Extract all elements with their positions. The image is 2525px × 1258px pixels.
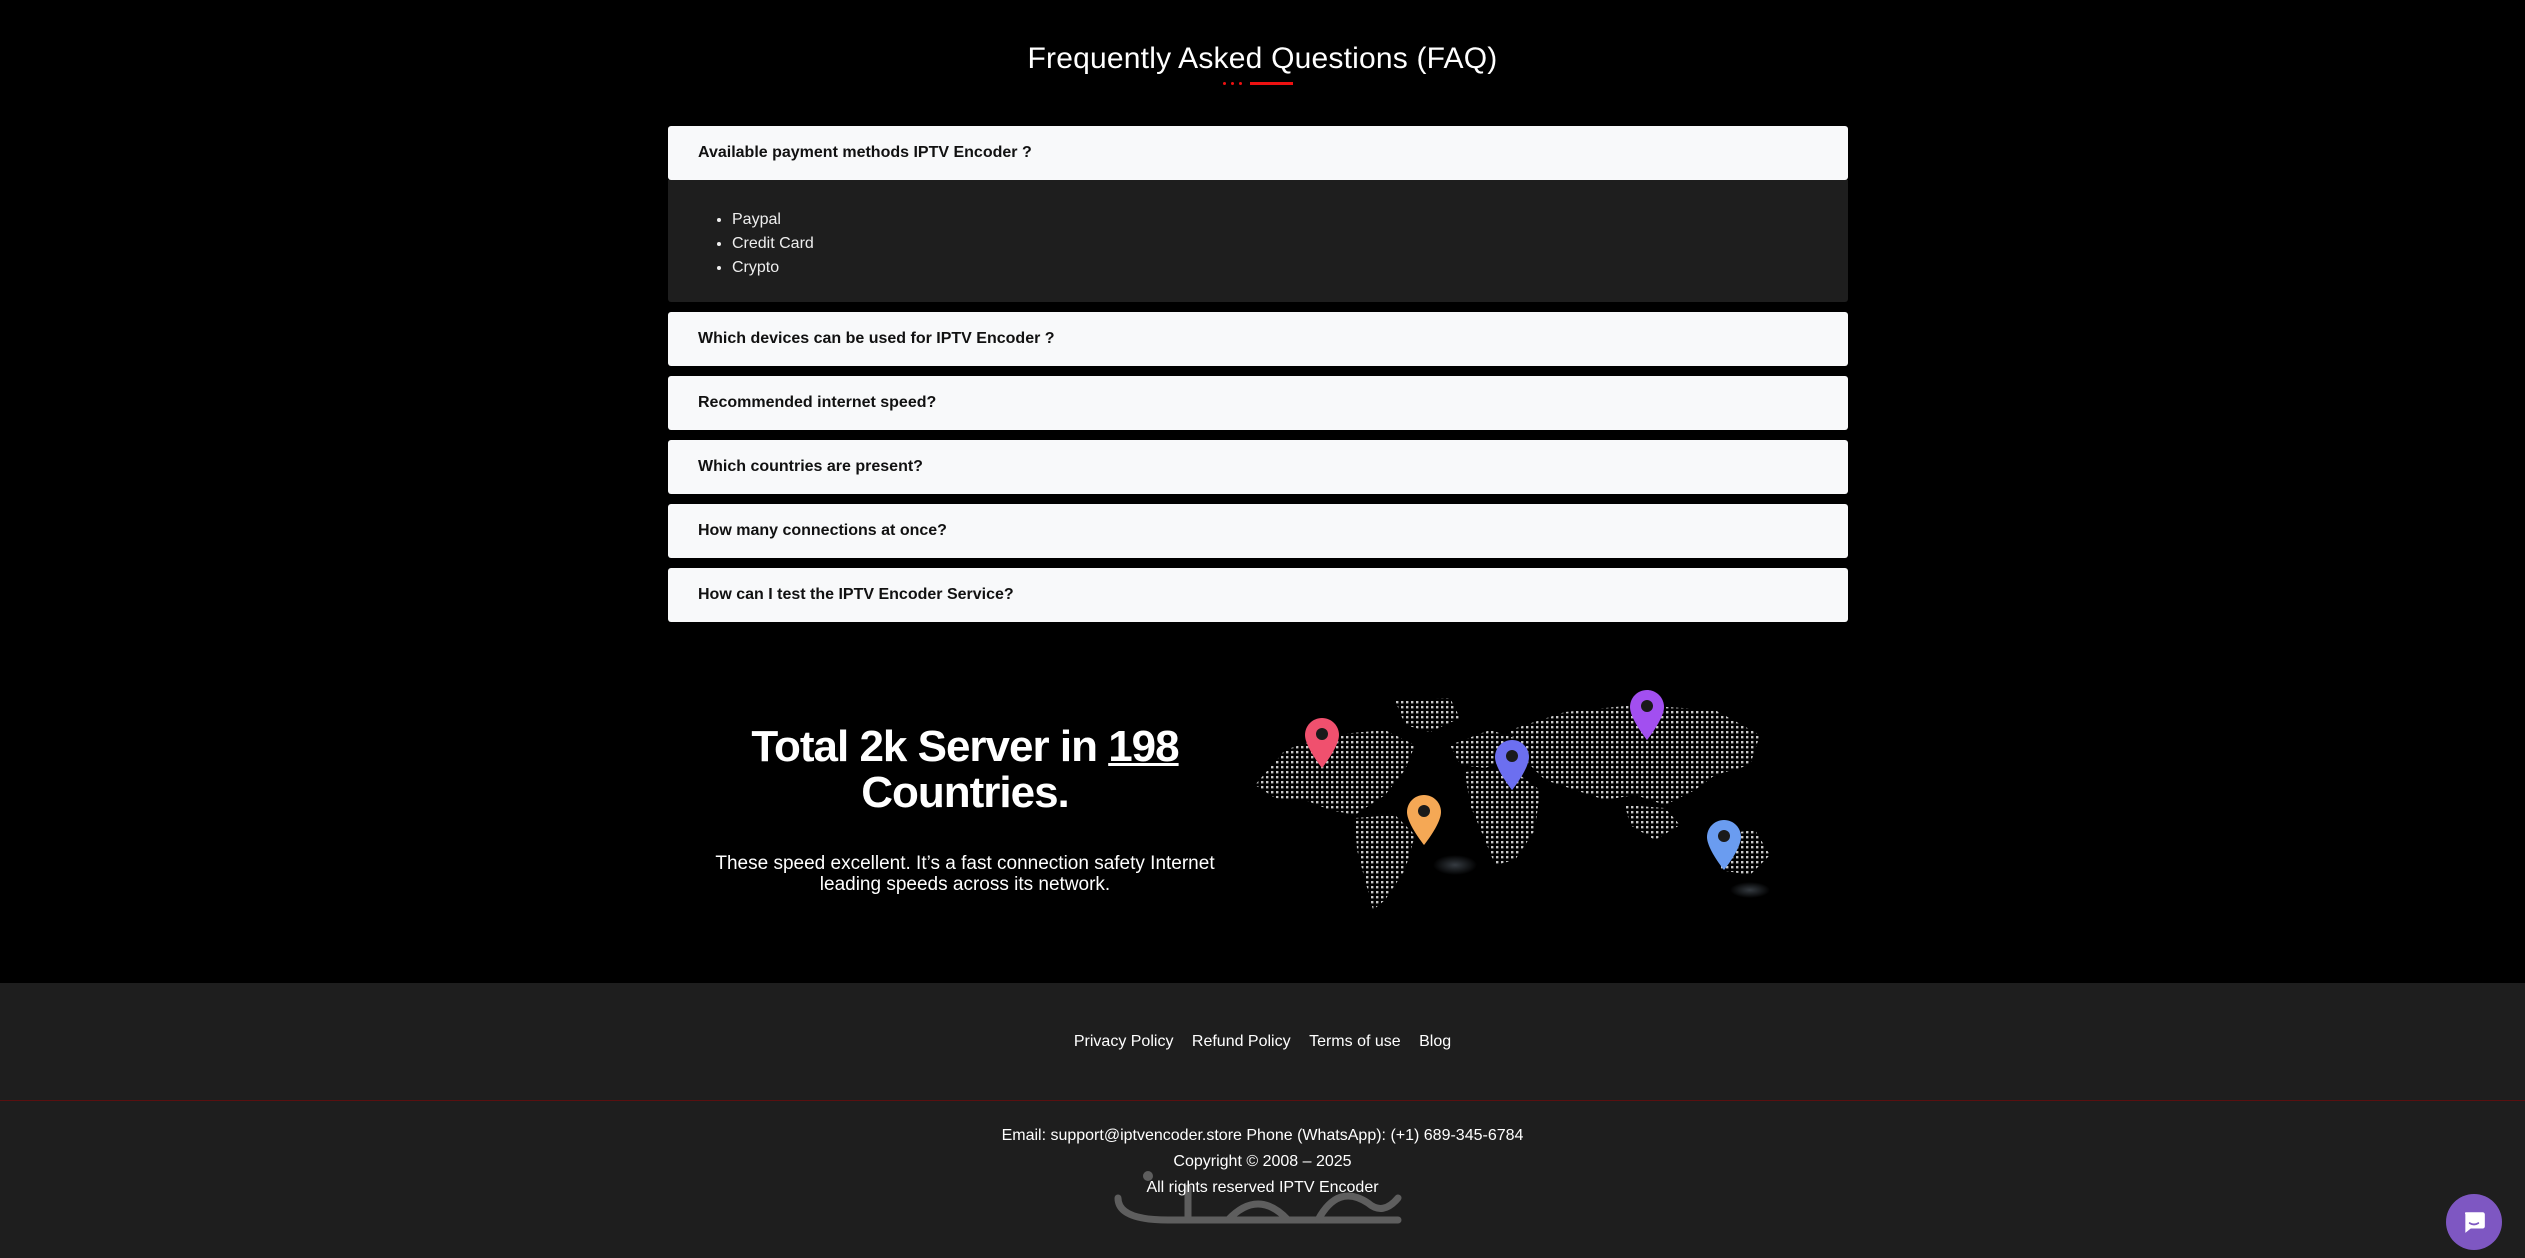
list-item: • Paypal (732, 208, 1818, 232)
underline-dot (1223, 82, 1226, 85)
footer-links (0, 1033, 2525, 1051)
faq-list (668, 126, 1848, 632)
faq-item (668, 504, 1848, 558)
faq-title: Frequently Asked Questions (FAQ) (1027, 42, 1498, 76)
chat-button[interactable] (2446, 1194, 2502, 1250)
faq-question[interactable]: How can I test the IPTV Encoder Service? (668, 568, 1848, 622)
stats-title-number: 198 (1108, 722, 1179, 771)
contact-info: Email: support@iptvencoder.store Phone (WhatsApp): (+1) 689-345-6784 (1001, 1127, 1524, 1144)
stats-title-part2: Countries. (861, 768, 1069, 817)
underline-dot (1239, 82, 1242, 85)
terms-of-use-link[interactable]: Terms of use (1309, 1033, 1401, 1050)
faq-item (668, 126, 1848, 302)
stats-description: These speed excellent. It’s a fast connection safety Internet leading speeds across its network. (715, 853, 1215, 895)
footer-contact (0, 1123, 2525, 1201)
payment-methods-list (698, 208, 1818, 280)
faq-question[interactable]: Which countries are present? (668, 440, 1848, 494)
footer-divider (0, 1100, 2525, 1101)
underline-dot (1231, 82, 1234, 85)
stats-title-part1: Total 2k Server in (751, 722, 1109, 771)
refund-policy-link[interactable]: Refund Policy (1191, 1033, 1291, 1050)
faq-item (668, 312, 1848, 366)
list-item: • Credit Card (732, 232, 1818, 256)
pin-shadow (1730, 882, 1770, 898)
stats-title (690, 724, 1240, 816)
copyright: Copyright © 2008 – 2025 (1173, 1153, 1352, 1170)
privacy-policy-link[interactable]: Privacy Policy (1073, 1033, 1174, 1050)
world-map (1245, 690, 1785, 930)
faq-question[interactable]: How many connections at once? (668, 504, 1848, 558)
faq-item (668, 376, 1848, 430)
list-item: • Crypto (732, 256, 1818, 280)
blog-link[interactable]: Blog (1419, 1033, 1452, 1050)
title-underline (1223, 80, 1293, 86)
faq-question[interactable]: Recommended internet speed? (668, 376, 1848, 430)
pin-shadow (1433, 855, 1477, 875)
faq-item (668, 440, 1848, 494)
footer (0, 983, 2525, 1258)
faq-item (668, 568, 1848, 622)
faq-question[interactable]: Available payment methods IPTV Encoder ? (668, 126, 1848, 180)
chat-icon (2461, 1209, 2487, 1235)
faq-question[interactable]: Which devices can be used for IPTV Encoder ? (668, 312, 1848, 366)
faq-answer (668, 180, 1848, 302)
underline-bar (1250, 82, 1293, 85)
rights-reserved: All rights reserved IPTV Encoder (1146, 1179, 1379, 1196)
